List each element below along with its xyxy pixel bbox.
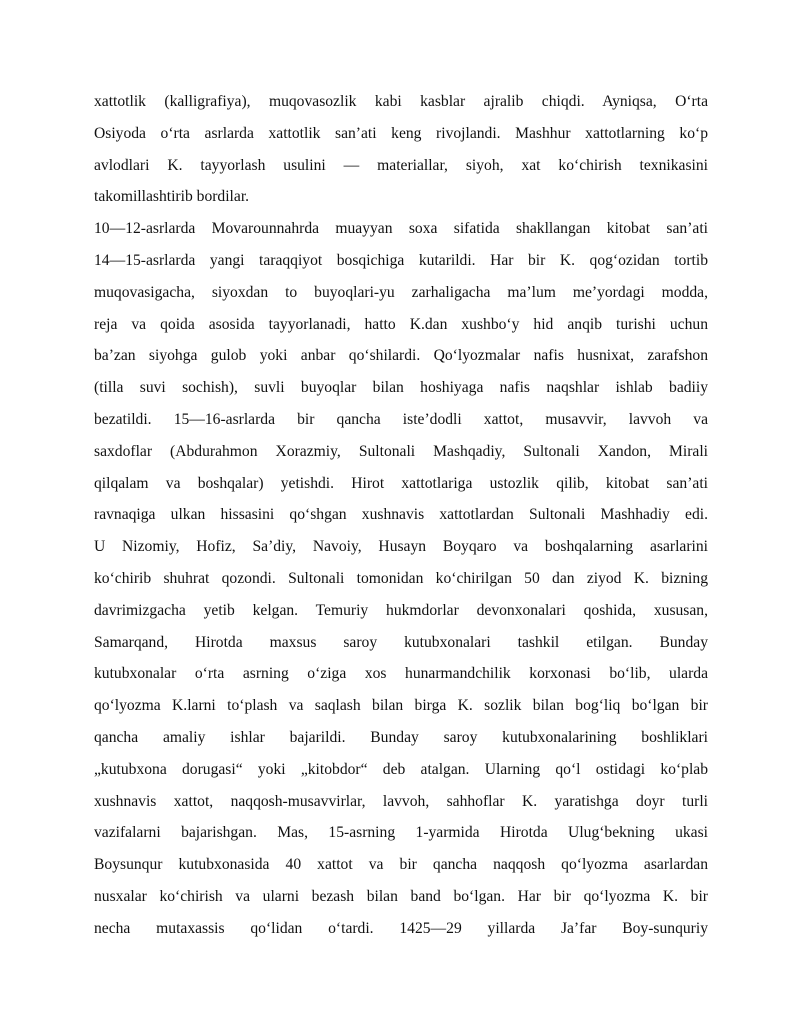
text-line: qo‘lyozma K.larni to‘plash va saqlash bilan birga K. sozlik bilan bog‘liq bo‘lgan bir: [94, 697, 708, 715]
text-line: Samarqand, Hirotda maxsus saroy kutubxonalari tashkil etilgan. Bunday: [94, 633, 708, 651]
paragraph-1: [94, 86, 708, 213]
text-line: U Nizomiy, Hofiz, Sa’diy, Navoiy, Husayn Boyqaro va boshqalarning asarlarini: [94, 538, 708, 556]
text-line: reja va qoida asosida tayyorlanadi, hatto K.dan xushbo‘y hid anqib turishi uchun: [94, 315, 708, 333]
text-line: davrimizgacha yetib kelgan. Temuriy hukmdorlar devonxonalari qoshida, xususan,: [94, 601, 708, 619]
text-line: qancha amaliy ishlar bajarildi. Bunday saroy kutubxonalarining boshliklari: [94, 728, 708, 746]
text-line: vazifalarni bajarishgan. Mas, 15-asrning 1-yarmida Hirotda Ulug‘bekning ukasi: [94, 824, 708, 842]
text-line: muqovasigacha, siyoxdan to buyoqlari-yu zarhaligacha ma’lum me’yordagi modda,: [94, 283, 708, 301]
text-line: Osiyoda o‘rta asrlarda xattotlik san’ati keng rivojlandi. Mashhur xattotlarning ko‘p: [94, 124, 708, 142]
text-line: ba’zan siyohga gulob yoki anbar qo‘shilardi. Qo‘lyozmalar nafis husnixat, zarafshon: [94, 347, 708, 365]
text-line: avlodlari K. tayyorlash usulini — materiallar, siyoh, xat ko‘chirish texnikasini: [94, 156, 708, 174]
text-line: 14—15-asrlarda yangi taraqqiyot bosqichiga kutarildi. Har bir K. qog‘ozidan tortib: [94, 251, 708, 269]
text-line: ravnaqiga ulkan hissasini qo‘shgan xushnavis xattotlardan Sultonali Mashhadiy edi.: [94, 506, 708, 524]
text-line: necha mutaxassis qo‘lidan o‘tardi. 1425—29 yillarda Ja’far Boy-sunquriy: [94, 919, 708, 937]
text-line: bezatildi. 15—16-asrlarda bir qancha iste’dodli xattot, musavvir, lavvoh va: [94, 410, 708, 428]
paragraph-2: [94, 213, 708, 944]
text-line: saxdoflar (Abdurahmon Xorazmiy, Sultonali Mashqadiy, Sultonali Xandon, Mirali: [94, 442, 708, 460]
text-line: Boysunqur kutubxonasida 40 xattot va bir qancha naqqosh qo‘lyozma asarlardan: [94, 856, 708, 874]
text-line: (tilla suvi sochish), suvli buyoqlar bilan hoshiyaga nafis naqshlar ishlab badiiy: [94, 379, 708, 397]
text-line: kutubxonalar o‘rta asrning o‘ziga xos hunarmandchilik korxonasi bo‘lib, ularda: [94, 665, 708, 683]
document-page: [94, 86, 708, 945]
text-line: qilqalam va boshqalar) yetishdi. Hirot xattotlariga ustozlik qilib, kitobat san’ati: [94, 474, 708, 492]
text-line: ko‘chirib shuhrat qozondi. Sultonali tomonidan ko‘chirilgan 50 dan ziyod K. bizning: [94, 569, 708, 587]
text-line: „kutubxona dorugasi“ yoki „kitobdor“ deb atalgan. Ularning qo‘l ostidagi ko‘plab: [94, 760, 708, 778]
text-line: takomillashtirib bordilar.: [94, 188, 250, 206]
text-line: 10—12-asrlarda Movarounnahrda muayyan soxa sifatida shakllangan kitobat san’ati: [94, 220, 708, 238]
text-line: nusxalar ko‘chirish va ularni bezash bilan band bo‘lgan. Har bir qo‘lyozma K. bir: [94, 887, 708, 905]
text-line: xushnavis xattot, naqqosh-musavvirlar, lavvoh, sahhoflar K. yaratishga doyr turli: [94, 792, 708, 810]
text-line: xattotlik (kalligrafiya), muqovasozlik kabi kasblar ajralib chiqdi. Ayniqsa, O‘rta: [94, 93, 708, 110]
